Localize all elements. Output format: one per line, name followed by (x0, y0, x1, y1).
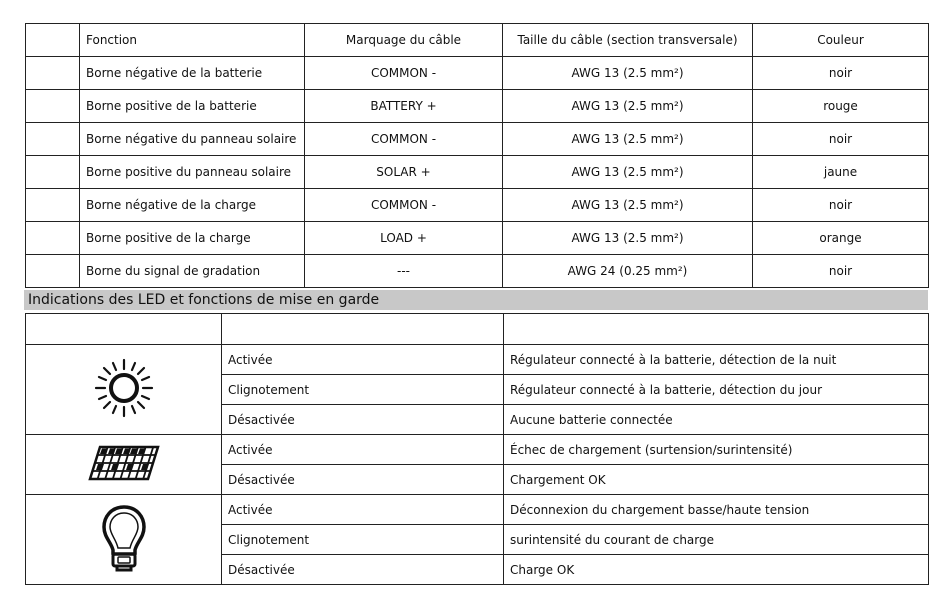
sun-icon-cell (26, 345, 222, 435)
led-row (26, 345, 929, 375)
marquage-cell: COMMON - (305, 123, 503, 156)
led-description-cell: surintensité du courant de charge (504, 525, 929, 555)
row-index-cell (26, 189, 80, 222)
led-description-cell: Échec de chargement (surtension/surintensité) (504, 435, 929, 465)
fonction-cell: Borne négative de la batterie (80, 57, 305, 90)
table-row (26, 255, 929, 288)
led-state-cell: Activée (222, 435, 504, 465)
wiring-table (25, 23, 929, 288)
table-row (26, 57, 929, 90)
row-index-cell (26, 222, 80, 255)
marquage-cell: BATTERY + (305, 90, 503, 123)
taille-cell: AWG 13 (2.5 mm²) (503, 57, 753, 90)
taille-cell: AWG 24 (0.25 mm²) (503, 255, 753, 288)
taille-cell: AWG 13 (2.5 mm²) (503, 123, 753, 156)
led-header-row (26, 314, 929, 345)
table-row (26, 156, 929, 189)
led-state-cell: Clignotement (222, 375, 504, 405)
header-cell-empty (26, 24, 80, 57)
fonction-cell: Borne positive du panneau solaire (80, 156, 305, 189)
sun-icon (92, 356, 156, 420)
row-index-cell (26, 90, 80, 123)
taille-cell: AWG 13 (2.5 mm²) (503, 90, 753, 123)
led-header-cell-icon (26, 314, 222, 345)
fonction-cell: Borne négative de la charge (80, 189, 305, 222)
table-row (26, 90, 929, 123)
row-index-cell (26, 57, 80, 90)
header-cell-marquage: Marquage du câble (305, 24, 503, 57)
led-state-cell: Désactivée (222, 465, 504, 495)
couleur-cell: noir (753, 57, 929, 90)
table-row (26, 123, 929, 156)
marquage-cell: LOAD + (305, 222, 503, 255)
couleur-cell: rouge (753, 90, 929, 123)
header-cell-taille: Taille du câble (section transversale) (503, 24, 753, 57)
header-cell-couleur: Couleur (753, 24, 929, 57)
marquage-cell: SOLAR + (305, 156, 503, 189)
light-bulb-icon (99, 504, 149, 572)
led-header-cell-description (504, 314, 929, 345)
fonction-cell: Borne du signal de gradation (80, 255, 305, 288)
led-row (26, 435, 929, 465)
light-bulb-icon-cell (26, 495, 222, 585)
header-cell-fonction: Fonction (80, 24, 305, 57)
fonction-cell: Borne positive de la batterie (80, 90, 305, 123)
led-header-cell-etat (222, 314, 504, 345)
led-state-cell: Désactivée (222, 405, 504, 435)
led-description-cell: Régulateur connecté à la batterie, détection du jour (504, 375, 929, 405)
led-state-cell: Désactivée (222, 555, 504, 585)
taille-cell: AWG 13 (2.5 mm²) (503, 222, 753, 255)
couleur-cell: orange (753, 222, 929, 255)
fonction-cell: Borne positive de la charge (80, 222, 305, 255)
couleur-cell: noir (753, 123, 929, 156)
marquage-cell: COMMON - (305, 57, 503, 90)
led-table (25, 313, 929, 585)
marquage-cell: COMMON - (305, 189, 503, 222)
couleur-cell: jaune (753, 156, 929, 189)
solar-panel-icon (86, 443, 162, 483)
taille-cell: AWG 13 (2.5 mm²) (503, 189, 753, 222)
led-row (26, 495, 929, 525)
led-description-cell: Charge OK (504, 555, 929, 585)
led-description-cell: Aucune batterie connectée (504, 405, 929, 435)
led-state-cell: Activée (222, 495, 504, 525)
couleur-cell: noir (753, 189, 929, 222)
led-state-cell: Activée (222, 345, 504, 375)
section-heading: Indications des LED et fonctions de mise en garde (24, 290, 928, 310)
couleur-cell: noir (753, 255, 929, 288)
marquage-cell: --- (305, 255, 503, 288)
row-index-cell (26, 123, 80, 156)
led-description-cell: Régulateur connecté à la batterie, détection de la nuit (504, 345, 929, 375)
table-row (26, 222, 929, 255)
led-state-cell: Clignotement (222, 525, 504, 555)
row-index-cell (26, 255, 80, 288)
table-header-row (26, 24, 929, 57)
table-row (26, 189, 929, 222)
row-index-cell (26, 156, 80, 189)
taille-cell: AWG 13 (2.5 mm²) (503, 156, 753, 189)
led-description-cell: Déconnexion du chargement basse/haute tension (504, 495, 929, 525)
solar-panel-icon-cell (26, 435, 222, 495)
led-description-cell: Chargement OK (504, 465, 929, 495)
fonction-cell: Borne négative du panneau solaire (80, 123, 305, 156)
